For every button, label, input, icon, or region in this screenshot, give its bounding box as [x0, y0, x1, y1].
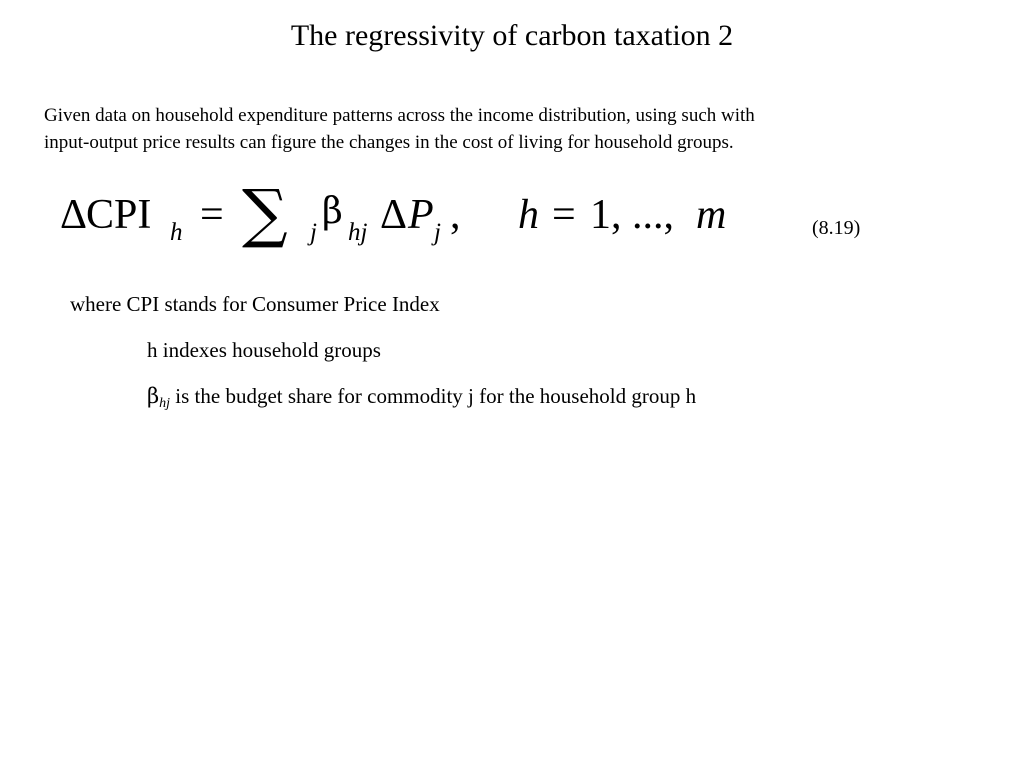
- equals-sign-2: =: [552, 192, 576, 238]
- delta-symbol-2: Δ: [380, 192, 408, 238]
- h-variable: h: [518, 192, 539, 238]
- slide-title: The regressivity of carbon taxation 2: [290, 19, 734, 52]
- price-subscript: j: [434, 219, 441, 246]
- beta-subscript: hj: [348, 219, 368, 246]
- intro-line-1: Given data on household expenditure patterns across the income distribution, using such with: [44, 105, 755, 126]
- price-symbol: P: [408, 192, 434, 238]
- beta-symbol: β: [322, 191, 343, 232]
- beta-note-text: is the budget share for commodity j for the household group h: [170, 384, 697, 408]
- equation-8-19: [0, 177, 1024, 260]
- equation-comma: ,: [450, 192, 461, 238]
- equation-number: (8.19): [812, 217, 861, 239]
- beta-note-symbol: β: [147, 384, 160, 408]
- note-line-h: h indexes household groups: [147, 338, 381, 362]
- sum-index: j: [310, 219, 317, 246]
- cpi-text: CPI: [86, 192, 152, 238]
- m-variable: m: [696, 192, 727, 238]
- intro-line-2: input-output price results can figure the changes in the cost of living for household groups.: [44, 132, 734, 153]
- intro-paragraph: [44, 102, 944, 156]
- note-line-cpi: where CPI stands for Consumer Price Index: [70, 292, 440, 316]
- note-line-beta: [147, 382, 696, 410]
- summation-symbol: ∑: [242, 177, 288, 251]
- delta-symbol: Δ: [60, 192, 88, 238]
- beta-note-subscript: hj: [159, 396, 171, 411]
- equals-sign: =: [200, 192, 224, 238]
- index-range: 1, ...,: [590, 192, 674, 238]
- cpi-subscript: h: [170, 219, 183, 246]
